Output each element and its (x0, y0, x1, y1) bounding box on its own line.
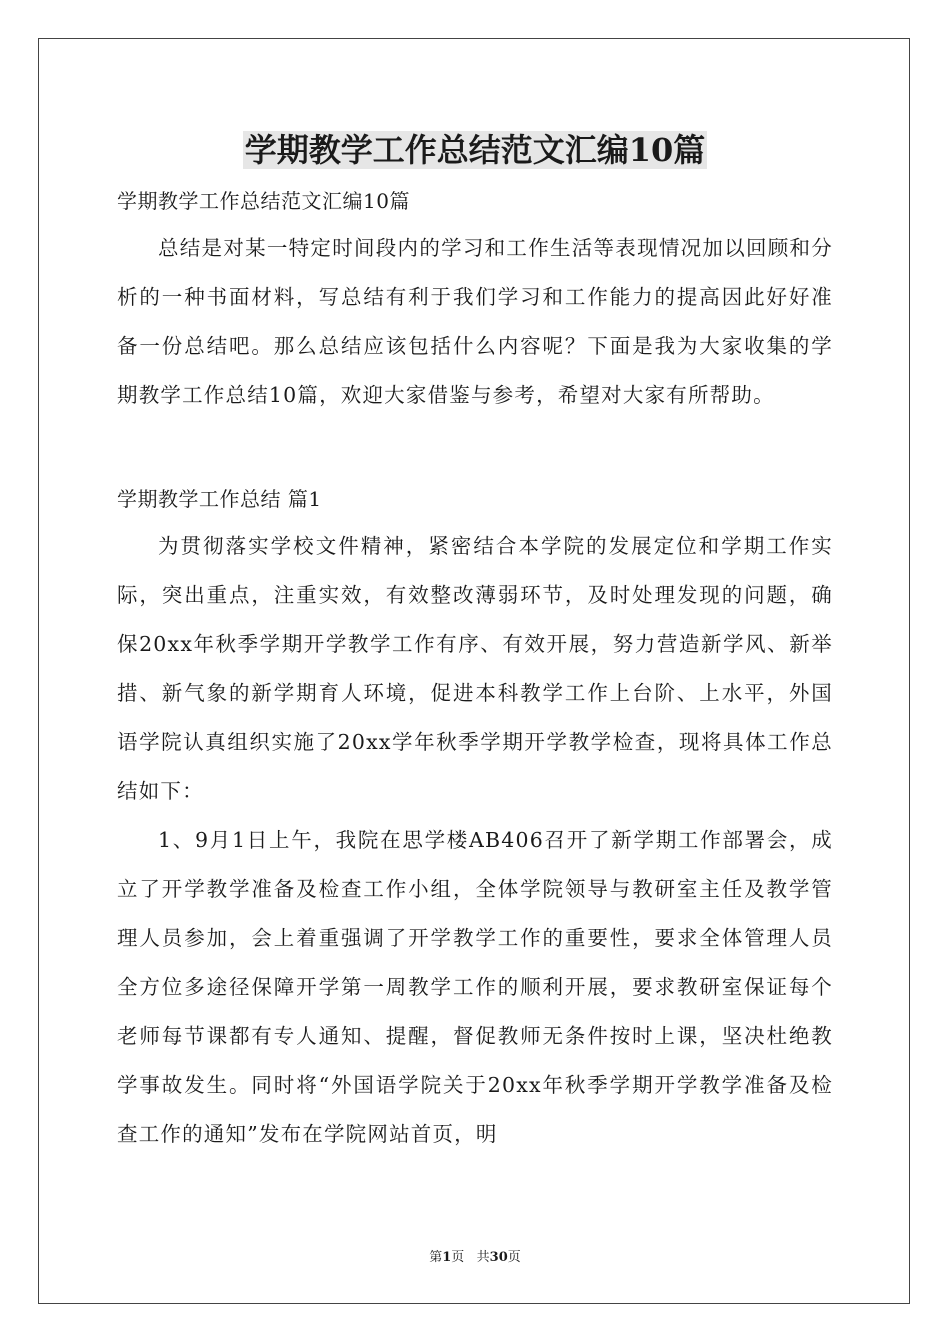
footer-page-current: 1 (442, 1250, 452, 1265)
document-title (0, 126, 950, 174)
section-paragraph-2: 1、9月1日上午，我院在思学楼AB406召开了新学期工作部署会，成立了开学教学准备及检查工作小组，全体学院领导与教研室主任及教学管理人员参加，会上着重强调了开学教学工作的重要性，要求全体管理人员全方位多途径保障开学第一周教学工作的顺利开展，要求教研室保证每个老师每节课都有专人通知、提醒，督促教师无条件按时上课，坚决杜绝教学事故发生。同时将“外国语学院关于20xx年秋季学期开学教学准备及检查工作的通知”发布在学院网站首页，明 (117, 828, 833, 1146)
section-paragraph-1: 为贯彻落实学校文件精神，紧密结合本学院的发展定位和学期工作实际，突出重点，注重实效，有效整改薄弱环节，及时处理发现的问题，确保20xx年秋季学期开学教学工作有序、有效开展，努力营造新学风、新举措、新气象的新学期育人环境，促进本科教学工作上台阶、上水平，外国语学院认真组织实施了20xx学年秋季学期开学教学检查，现将具体工作总结如下： (117, 534, 833, 803)
intro-paragraph: 总结是对某一特定时间段内的学习和工作生活等表现情况加以回顾和分析的一种书面材料，写总结有利于我们学习和工作能力的提高因此好好准备一份总结吧。那么总结应该包括什么内容呢？下面是我为大家收集的学期教学工作总结10篇，欢迎大家借鉴与参考，希望对大家有所帮助。 (117, 236, 833, 407)
document-subtitle: 学期教学工作总结范文汇编10篇 (117, 189, 410, 213)
intro-block (117, 224, 833, 420)
footer-page-mid: 页 共 (451, 1250, 490, 1265)
footer-page-total: 30 (489, 1250, 508, 1265)
section-body-2 (117, 816, 833, 1159)
section-body-1 (117, 522, 833, 816)
document-title-text: 学期教学工作总结范文汇编10篇 (244, 131, 706, 169)
footer-page-prefix: 第 (429, 1250, 443, 1265)
page-footer (0, 1249, 950, 1267)
section-heading: 学期教学工作总结 篇1 (117, 487, 322, 511)
footer-page-suffix: 页 (507, 1250, 521, 1265)
